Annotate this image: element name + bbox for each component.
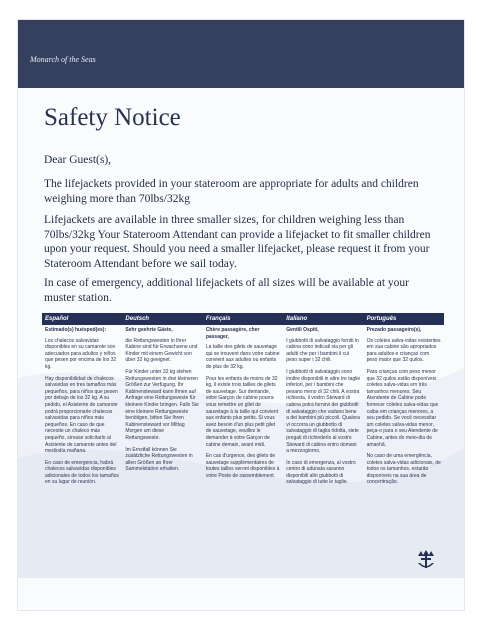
column-paragraph: Para crianças com peso menor que 32 quilos estão disponíveis coletes salva-vidas em três tamanhos menores. Seu Atendente de Cabine pode fornecer coletes salva-vidas que caiba em crianças menores, a seu pedido. Se você necessitar um coletes salva-vidas menor, peça-o para o seu Atendente de Cabine, antes do meio-dia de amanhã. xyxy=(366,368,439,448)
column-paragraph: En cas d'urgence, des gilets de sauvetage supplémentaires de toutes tailles seront disponibles à votre Poste de rassemblement. xyxy=(205,453,280,479)
column-german xyxy=(122,327,202,491)
column-spanish xyxy=(42,327,122,491)
paragraph-child-lifejackets: Lifejackets are available in three smaller sizes, for children weighing less than 70lbs/32kg Your Stateroom Attendant can provide a lifejacket to fit smaller children upon your request. Should you need a smaller lifejacket, please request it from your Stateroom Attendant before we sail today. xyxy=(44,214,431,270)
column-paragraph: I giubbotti di salvataggio forniti in cabina sono indicati sia per gli adulti che per i bambini il cui peso super i 32 chili. xyxy=(286,337,359,364)
page-title: Safety Notice xyxy=(44,104,181,131)
translation-columns xyxy=(42,327,444,491)
greeting: Dear Guest(s), xyxy=(44,154,112,166)
salutation: Prezado passageiro(s), xyxy=(366,327,422,333)
paragraph-adult-lifejackets: The lifejackets provided in your stateroom are appropriate for adults and children weighing more than 70lbs/32kg xyxy=(44,178,419,205)
column-paragraph: die Rettungswesten in Ihrer Kabine sind für Erwachsene und Kinder mit einem Gewicht von über 32 kg geeignet. xyxy=(125,337,198,364)
column-portuguese xyxy=(364,327,444,491)
paragraph-emergency: In case of emergency, additional lifejackets of all sizes will be available at your muster station. xyxy=(44,277,409,304)
salutation: Sehr geehrte Gäste, xyxy=(125,327,173,333)
safety-notice-page xyxy=(18,20,464,610)
salutation: Gentili Ospiti, xyxy=(286,327,319,333)
language-bar xyxy=(42,313,444,325)
column-paragraph: In caso di emergenza, al vostro centro di adunata saranno disponibili altri giubbotti di salvataggio di tutte le taglie. xyxy=(286,459,356,486)
column-paragraph: I giubbotti di salvataggio sono inoltre disponibili in altre tre taglie inferiori, per i bambini che pesano meno di 32 chili. A vostra richiesta, il vostro Steward di cabina potrà fornirvi dei giubbotti di salvataggio che vadano bene a dei bambini più piccoli. Qualora vi occorra un giubbotto di salvataggio di taglia ridotta, siete pregati di richiederlo al vostro Steward di cabina entro domani a mezzogiorno. xyxy=(286,368,361,455)
crown-anchor-logo-icon xyxy=(415,548,437,572)
header-band xyxy=(18,20,464,88)
column-paragraph: Hay disponibilidad de chalecos salvavidas en tres tamaños más pequeños, para niños que pesen por debajo de los 32 kg. A su pedido, el Asistente de camarote podrá proporcionarle chalecos salvavidas para niños más pequeños. En caso de que necesite un chaleco más pequeño, sírvase solicitarlo al Asistente de camarote antes del mediodía mañana. xyxy=(45,375,118,455)
lang-header-spanish: Español xyxy=(45,316,69,322)
lang-header-german: Deutsch xyxy=(125,316,150,322)
column-paragraph: Los chalecos salvavidas disponibles en su camarote son adecuados para adultos y niños que pesen por encima de los 32 kg. xyxy=(45,337,117,370)
ship-name: Monarch of the Seas xyxy=(30,55,96,64)
lang-header-french: Français xyxy=(205,316,231,322)
column-paragraph: Für Kinder unter 32 kg stehen Rettungswesten in drei kleineren Größen zur Verfügung. Ihr Kabinensteward kann Ihnen auf Anfrage eine Rettungsweste für kleinere Kinder bringen. Falls Sie eine kleinere Rettungsweste benötigen, bitten Sie Ihren Kabinensteward vor Mittag Morgen um diese Rettungsweste. xyxy=(125,368,199,441)
lang-header-italian: Italiano xyxy=(286,316,308,322)
column-italian xyxy=(283,327,363,491)
column-paragraph: Pour les enfants de moins de 32 kg, il existe trois tailles de gilets de sauvetage. Sur demande, votre Garçon de cabine pourra vous remettre un gilet de sauvetage à la taille qui convient aux enfants plus petits. Si vous avez besoin d'un plus petit gilet de sauvetage, veuillez le demander à votre Garçon de cabine demain, avant midi. xyxy=(205,375,279,448)
column-french xyxy=(203,327,283,491)
salutation: Estimado(s) huésped(es): xyxy=(45,327,107,333)
salutation: Chère passagère, cher passager, xyxy=(205,327,260,340)
column-paragraph: Os coletes salva-vidas existentes em sua cabine são apropriados para adultos e crianças com peso maior que 32 quilos. xyxy=(366,337,441,364)
column-paragraph: No caso de uma emergência, coletes salva-vidas adicionais, de todos os tamanhos, estarão disponíveis na sua área de concentração. xyxy=(366,453,441,486)
column-paragraph: Im Ernstfall können Sie zusätzliche Rettungswesten in allen Größen an Ihrer Sammelstation erhalten. xyxy=(125,446,193,473)
column-paragraph: En caso de emergencia, habrá chalecos salvavidas disponibles adicionales de todos los tamaños en su lugar de reunión. xyxy=(45,459,119,486)
lang-header-portuguese: Português xyxy=(366,316,397,322)
column-paragraph: La taille des gilets de sauvetage qui se trouvent dans votre cabine convient aux adultes ou enfants de plus de 32 kg. xyxy=(205,344,280,370)
